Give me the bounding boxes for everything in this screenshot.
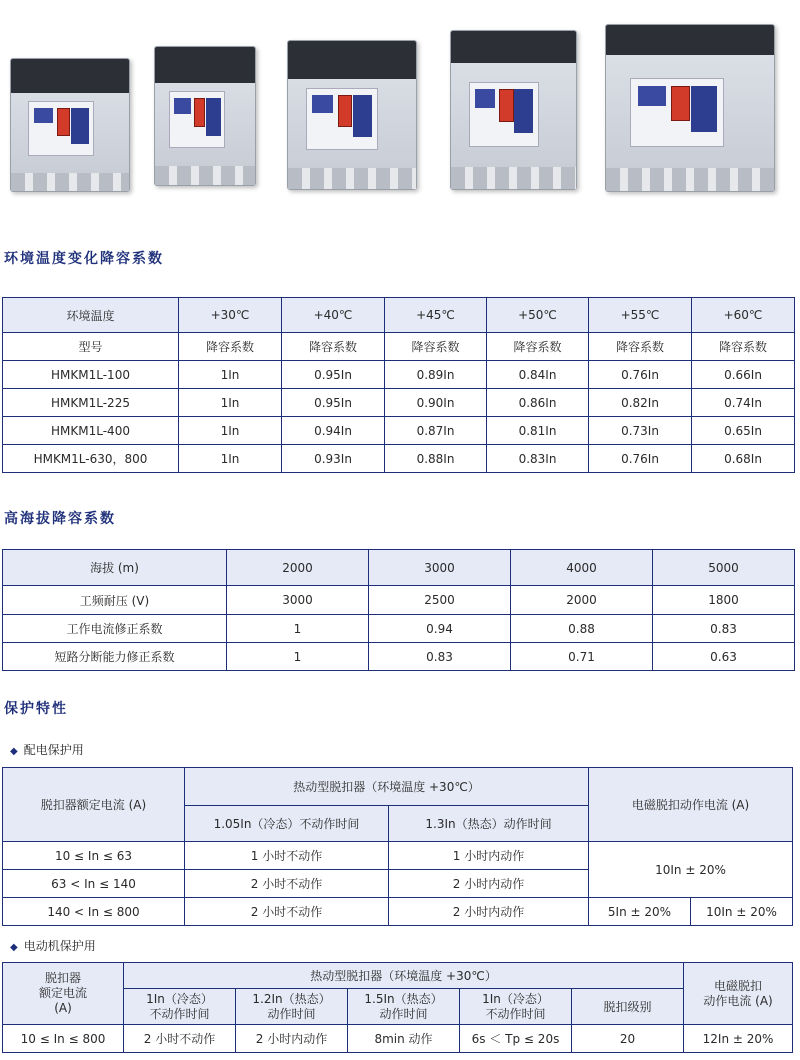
header-cell: 电磁脱扣 动作电流 (A) bbox=[684, 963, 793, 1025]
range-cell: 10 ≤ In ≤ 800 bbox=[3, 1025, 124, 1053]
row-label-cell: 工频耐压 (V) bbox=[3, 586, 227, 615]
header-cell: 1.3In（热态）动作时间 bbox=[389, 806, 589, 842]
table-subheader-row bbox=[3, 333, 795, 361]
value-cell: 1In bbox=[179, 389, 282, 417]
value-cell: 0.83 bbox=[369, 643, 511, 671]
table-header-row bbox=[3, 298, 795, 333]
table-row bbox=[3, 643, 795, 671]
section-title-protection: 保护特性 bbox=[4, 701, 68, 717]
table-row bbox=[3, 389, 795, 417]
model-cell: HMKM1L-100 bbox=[3, 361, 179, 389]
value-cell: 0.81In bbox=[487, 417, 589, 445]
subheader-cell: 型号 bbox=[3, 333, 179, 361]
header-cell: 1.2In（热态） 动作时间 bbox=[236, 989, 348, 1025]
model-cell: HMKM1L-225 bbox=[3, 389, 179, 417]
header-cell: 5000 bbox=[653, 550, 795, 586]
table-row bbox=[3, 1025, 793, 1053]
section-title-altitude: 高海拔降容系数 bbox=[4, 511, 116, 527]
value-cell: 0.86In bbox=[487, 389, 589, 417]
breaker-image-1 bbox=[10, 58, 130, 192]
value-cell: 0.94In bbox=[282, 417, 385, 445]
subheader-cell: 降容系数 bbox=[282, 333, 385, 361]
value-cell: 1800 bbox=[653, 586, 795, 615]
subheader-cell: 降容系数 bbox=[487, 333, 589, 361]
subheader-cell: 降容系数 bbox=[692, 333, 795, 361]
subheader-cell: 降容系数 bbox=[385, 333, 487, 361]
header-cell: 环境温度 bbox=[3, 298, 179, 333]
subtitle-text: 电动机保护用 bbox=[23, 939, 96, 953]
value-cell: 0.74In bbox=[692, 389, 795, 417]
subtitle-distribution bbox=[10, 741, 84, 758]
header-cell: 脱扣级别 bbox=[572, 989, 684, 1025]
header-cell: 1In（冷态） 不动作时间 bbox=[124, 989, 236, 1025]
value-cell: 1 bbox=[227, 643, 369, 671]
value-cell: 1In bbox=[179, 417, 282, 445]
value-cell: 2 小时不动作 bbox=[124, 1025, 236, 1053]
table-row bbox=[3, 586, 795, 615]
model-cell: HMKM1L-630，800 bbox=[3, 445, 179, 473]
range-cell: 10 ≤ In ≤ 63 bbox=[3, 842, 185, 870]
value-cell: 2 小时不动作 bbox=[185, 898, 389, 926]
section-title-derating: 环境温度变化降容系数 bbox=[4, 251, 164, 267]
breaker-image-3 bbox=[287, 40, 417, 190]
value-cell: 0.82In bbox=[589, 389, 692, 417]
breaker-image-2 bbox=[154, 46, 256, 186]
value-cell: 2000 bbox=[511, 586, 653, 615]
value-cell: 10In ± 20% bbox=[691, 898, 793, 926]
value-cell: 0.95In bbox=[282, 389, 385, 417]
breaker-image-4 bbox=[450, 30, 577, 190]
model-cell: HMKM1L-400 bbox=[3, 417, 179, 445]
value-cell: 2 小时不动作 bbox=[185, 870, 389, 898]
subtitle-text: 配电保护用 bbox=[23, 743, 84, 757]
value-cell: 0.66In bbox=[692, 361, 795, 389]
table-row bbox=[3, 615, 795, 643]
value-cell: 0.83In bbox=[487, 445, 589, 473]
header-cell: 热动型脱扣器（环境温度 +30℃） bbox=[124, 963, 684, 989]
value-cell: 0.90In bbox=[385, 389, 487, 417]
header-cell: +55℃ bbox=[589, 298, 692, 333]
value-cell: 0.94 bbox=[369, 615, 511, 643]
header-cell: 1.05In（冷态）不动作时间 bbox=[185, 806, 389, 842]
diamond-icon: ◆ bbox=[10, 746, 18, 757]
magnetic-merged-cell: 10In ± 20% bbox=[589, 842, 793, 898]
value-cell: 5In ± 20% bbox=[589, 898, 691, 926]
value-cell: 20 bbox=[572, 1025, 684, 1053]
header-cell: 海拔 (m) bbox=[3, 550, 227, 586]
value-cell: 0.63 bbox=[653, 643, 795, 671]
table-row bbox=[3, 445, 795, 473]
header-cell: +30℃ bbox=[179, 298, 282, 333]
value-cell: 1 bbox=[227, 615, 369, 643]
value-cell: 2 小时内动作 bbox=[236, 1025, 348, 1053]
table-header-row bbox=[3, 963, 793, 989]
value-cell: 2 小时内动作 bbox=[389, 898, 589, 926]
value-cell: 0.76In bbox=[589, 445, 692, 473]
header-cell: 3000 bbox=[369, 550, 511, 586]
value-cell: 0.95In bbox=[282, 361, 385, 389]
subtitle-motor bbox=[10, 937, 96, 954]
value-cell: 0.87In bbox=[385, 417, 487, 445]
value-cell: 12In ± 20% bbox=[684, 1025, 793, 1053]
range-cell: 140 < In ≤ 800 bbox=[3, 898, 185, 926]
table-row bbox=[3, 417, 795, 445]
header-cell: +45℃ bbox=[385, 298, 487, 333]
table-row bbox=[3, 361, 795, 389]
product-photos bbox=[0, 0, 800, 210]
row-label-cell: 工作电流修正系数 bbox=[3, 615, 227, 643]
header-cell: +50℃ bbox=[487, 298, 589, 333]
value-cell: 0.68In bbox=[692, 445, 795, 473]
value-cell: 0.73In bbox=[589, 417, 692, 445]
header-cell: +60℃ bbox=[692, 298, 795, 333]
value-cell: 8min 动作 bbox=[348, 1025, 460, 1053]
value-cell: 0.88In bbox=[385, 445, 487, 473]
value-cell: 0.76In bbox=[589, 361, 692, 389]
value-cell: 1 小时内动作 bbox=[389, 842, 589, 870]
motor-protection-table bbox=[2, 962, 793, 1053]
table-header-row bbox=[3, 768, 793, 806]
header-cell: 脱扣器 额定电流 (A) bbox=[3, 963, 124, 1025]
value-cell: 2500 bbox=[369, 586, 511, 615]
table-row bbox=[3, 842, 793, 870]
table-row bbox=[3, 898, 793, 926]
subheader-cell: 降容系数 bbox=[179, 333, 282, 361]
table-header-row bbox=[3, 550, 795, 586]
value-cell: 1 小时不动作 bbox=[185, 842, 389, 870]
diamond-icon: ◆ bbox=[10, 942, 18, 953]
header-cell: 1In（冷态） 不动作时间 bbox=[460, 989, 572, 1025]
value-cell: 0.93In bbox=[282, 445, 385, 473]
row-label-cell: 短路分断能力修正系数 bbox=[3, 643, 227, 671]
value-cell: 0.89In bbox=[385, 361, 487, 389]
header-cell: 电磁脱扣动作电流 (A) bbox=[589, 768, 793, 842]
altitude-table bbox=[2, 549, 795, 671]
range-cell: 63 < In ≤ 140 bbox=[3, 870, 185, 898]
value-cell: 0.65In bbox=[692, 417, 795, 445]
header-cell: +40℃ bbox=[282, 298, 385, 333]
value-cell: 6s ＜ Tp ≤ 20s bbox=[460, 1025, 572, 1053]
value-cell: 0.71 bbox=[511, 643, 653, 671]
header-cell: 热动型脱扣器（环境温度 +30℃） bbox=[185, 768, 589, 806]
value-cell: 0.83 bbox=[653, 615, 795, 643]
breaker-image-5 bbox=[605, 24, 775, 192]
header-cell: 2000 bbox=[227, 550, 369, 586]
header-cell: 1.5In（热态） 动作时间 bbox=[348, 989, 460, 1025]
distribution-protection-table bbox=[2, 767, 793, 926]
value-cell: 1In bbox=[179, 361, 282, 389]
value-cell: 3000 bbox=[227, 586, 369, 615]
header-cell: 脱扣器额定电流 (A) bbox=[3, 768, 185, 842]
header-cell: 4000 bbox=[511, 550, 653, 586]
derating-table bbox=[2, 297, 795, 473]
subheader-cell: 降容系数 bbox=[589, 333, 692, 361]
value-cell: 1In bbox=[179, 445, 282, 473]
value-cell: 0.84In bbox=[487, 361, 589, 389]
value-cell: 2 小时内动作 bbox=[389, 870, 589, 898]
value-cell: 0.88 bbox=[511, 615, 653, 643]
